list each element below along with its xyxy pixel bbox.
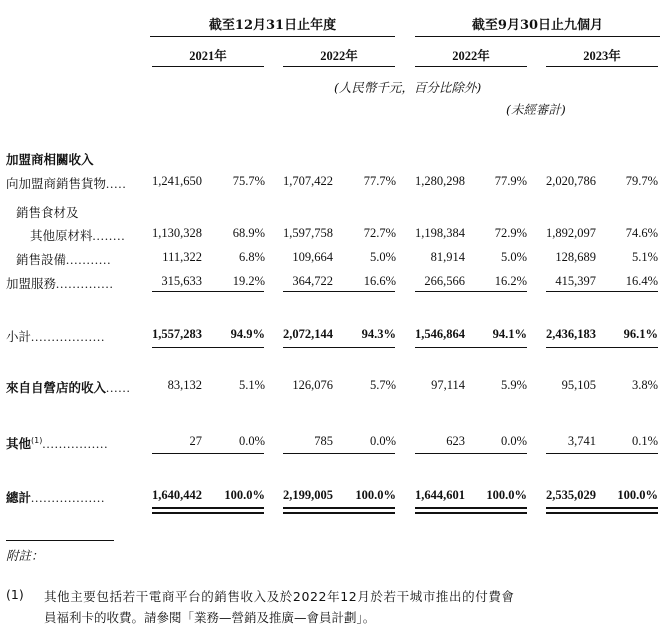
rule-below-subtotal: [415, 347, 527, 348]
table-cell: 5.0%: [369, 250, 396, 264]
rule-below-subtotal: [152, 347, 264, 348]
row-label-self-operated: 來自自營店的收入......: [6, 380, 131, 395]
table-cell: 94.3%: [361, 327, 396, 341]
rule-total-double-2: [283, 512, 395, 514]
notes-heading: 附註：: [6, 548, 44, 563]
row-label-food-materials-2: 其他原材料........: [30, 228, 126, 243]
table-cell: 100.0%: [355, 488, 396, 502]
table-cell: 0.0%: [238, 434, 265, 448]
table-cell: 79.7%: [625, 174, 658, 188]
table-cell: 19.2%: [232, 274, 265, 288]
table-cell: 364,722: [292, 274, 333, 288]
table-cell: 1,640,442: [152, 488, 202, 502]
table-cell: 16.6%: [363, 274, 396, 288]
rule-total-double-2: [546, 512, 658, 514]
table-cell: 5.1%: [631, 250, 658, 264]
rule-above-total: [283, 453, 395, 454]
period-nine-rule: [415, 36, 660, 37]
rule-above-total: [152, 453, 264, 454]
table-cell: 94.1%: [492, 327, 527, 341]
footnote-line-1: 其他主要包括若干電商平台的銷售收入及於2022年12月於若干城市推出的付費會: [44, 589, 515, 604]
table-cell: 2,436,183: [546, 327, 596, 341]
row-label-total: 總計..................: [6, 490, 106, 505]
table-cell: 1,644,601: [415, 488, 465, 502]
rule-above-subtotal: [546, 291, 658, 292]
table-cell: 2,072,144: [283, 327, 333, 341]
unaudited-note: (未經審計): [506, 102, 566, 117]
table-cell: 94.9%: [230, 327, 265, 341]
table-cell: 1,280,298: [415, 174, 465, 188]
period-header-nine-months: 截至9月30日止九個月: [471, 18, 604, 33]
table-cell: 16.4%: [625, 274, 658, 288]
table-cell: 96.1%: [623, 327, 658, 341]
table-cell: 785: [314, 434, 333, 448]
table-cell: 1,241,650: [152, 174, 202, 188]
table-cell: 5.1%: [238, 378, 265, 392]
table-cell: 266,566: [424, 274, 465, 288]
rule-total-double-2: [152, 512, 264, 514]
table-cell: 2,535,029: [546, 488, 596, 502]
period-header-year: 截至12月31日止年度: [208, 18, 337, 33]
year-rule-2022: [283, 66, 395, 67]
row-label-food-materials-1: 銷售食材及: [16, 205, 79, 220]
rule-above-subtotal: [152, 291, 264, 292]
table-cell: 128,689: [555, 250, 596, 264]
table-cell: 100.0%: [224, 488, 265, 502]
year-header-2022: 2022年: [320, 49, 358, 63]
table-cell: 5.0%: [500, 250, 527, 264]
row-label-franchise-services: 加盟服務..............: [6, 276, 114, 291]
table-cell: 6.8%: [238, 250, 265, 264]
table-cell: 72.7%: [363, 226, 396, 240]
rule-above-total: [415, 453, 527, 454]
rule-total-double-1: [546, 507, 658, 509]
table-cell: 623: [446, 434, 465, 448]
row-label-goods-to-franchisees: 向加盟商銷售貨物.....: [6, 176, 127, 191]
table-cell: 111,322: [162, 250, 202, 264]
table-cell: 2,199,005: [283, 488, 333, 502]
table-cell: 75.7%: [232, 174, 265, 188]
year-rule-2023: [546, 66, 658, 67]
year-header-2022-9m: 2022年: [452, 49, 490, 63]
rule-above-subtotal: [283, 291, 395, 292]
table-cell: 81,914: [430, 250, 465, 264]
year-header-2021: 2021年: [189, 49, 227, 63]
table-cell: 68.9%: [232, 226, 265, 240]
table-cell: 0.0%: [369, 434, 396, 448]
table-cell: 97,114: [431, 378, 465, 392]
rule-total-double-1: [152, 507, 264, 509]
table-cell: 74.6%: [625, 226, 658, 240]
table-cell: 1,892,097: [546, 226, 596, 240]
table-cell: 1,546,864: [415, 327, 465, 341]
year-rule-2022-9m: [415, 66, 527, 67]
table-cell: 100.0%: [617, 488, 658, 502]
table-cell: 27: [189, 434, 202, 448]
table-cell: 100.0%: [486, 488, 527, 502]
rule-total-double-2: [415, 512, 527, 514]
rule-above-total: [546, 453, 658, 454]
table-cell: 95,105: [561, 378, 596, 392]
table-cell: 126,076: [292, 378, 333, 392]
period-year-rule: [150, 36, 395, 37]
table-cell: 3.8%: [631, 378, 658, 392]
notes-separator: [6, 540, 114, 541]
table-cell: 77.9%: [494, 174, 527, 188]
table-cell: 109,664: [292, 250, 333, 264]
table-cell: 16.2%: [494, 274, 527, 288]
table-cell: 2,020,786: [546, 174, 596, 188]
rule-below-subtotal: [546, 347, 658, 348]
rule-total-double-1: [283, 507, 395, 509]
rule-above-subtotal: [415, 291, 527, 292]
table-cell: 1,557,283: [152, 327, 202, 341]
row-label-equipment: 銷售設備...........: [16, 252, 112, 267]
table-cell: 5.9%: [500, 378, 527, 392]
row-label-others: 其他$^{(1)}$................: [6, 435, 109, 451]
table-cell: 315,633: [161, 274, 202, 288]
table-cell: 77.7%: [363, 174, 396, 188]
row-label-subtotal: 小計..................: [6, 329, 106, 344]
table-cell: 3,741: [567, 434, 596, 448]
table-cell: 415,397: [555, 274, 596, 288]
year-rule-2021: [152, 66, 264, 67]
table-cell: 1,198,384: [415, 226, 465, 240]
table-cell: 1,130,328: [152, 226, 202, 240]
footnote-number: (1): [6, 587, 24, 602]
footnote-line-2: 員福利卡的收費。請參閱「業務—營銷及推廣—會員計劃」。: [44, 610, 376, 625]
table-cell: 0.1%: [631, 434, 658, 448]
year-header-2023: 2023年: [583, 49, 621, 63]
unit-note: (人民幣千元，百分比除外): [334, 80, 482, 95]
rule-total-double-1: [415, 507, 527, 509]
row-label-franchise-revenue: 加盟商相關收入: [6, 152, 94, 167]
table-cell: 83,132: [167, 378, 202, 392]
table-cell: 5.7%: [369, 378, 396, 392]
table-cell: 1,597,758: [283, 226, 333, 240]
table-cell: 1,707,422: [283, 174, 333, 188]
rule-below-subtotal: [283, 347, 395, 348]
table-cell: 72.9%: [494, 226, 527, 240]
table-cell: 0.0%: [500, 434, 527, 448]
